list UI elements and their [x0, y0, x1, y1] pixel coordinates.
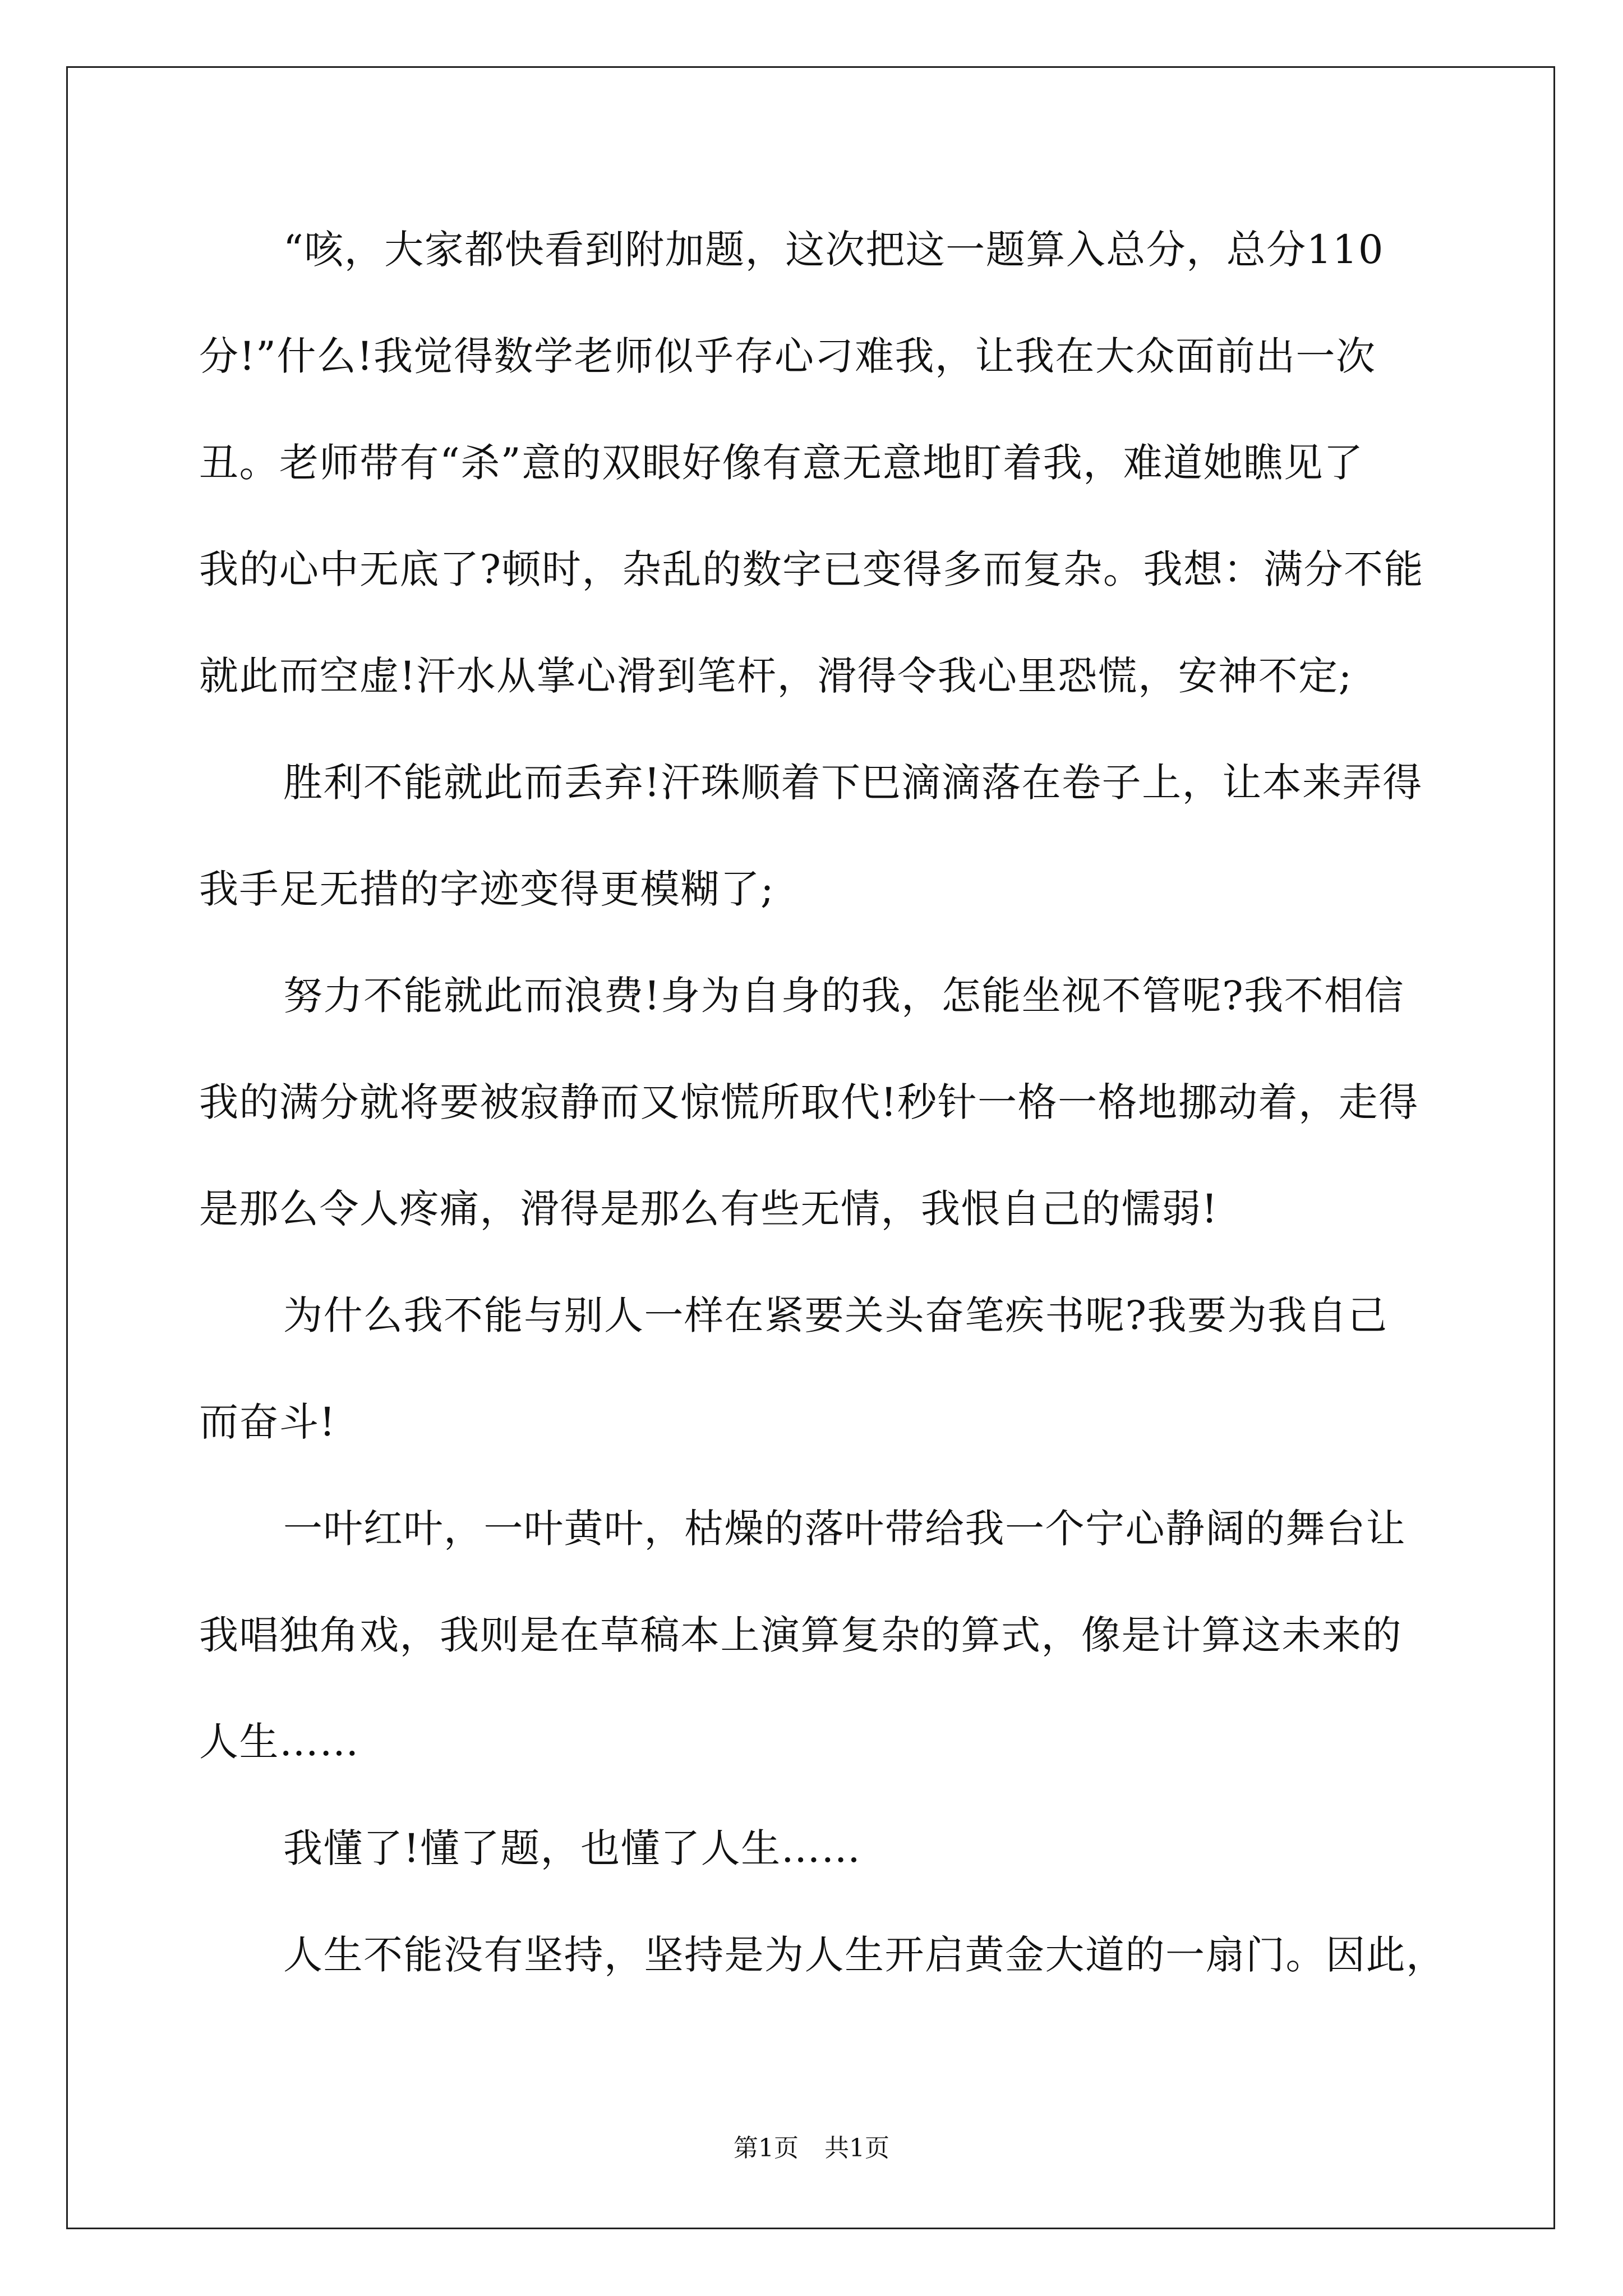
text-line: 为什么我不能与别人一样在紧要关头奋笔疾书呢?我要为我自己: [283, 1292, 1388, 1338]
text-line: 我懂了!懂了题，也懂了人生……: [283, 1825, 861, 1871]
page-total: 共1页: [824, 2134, 889, 2162]
text-line: 就此而空虚!汗水从掌心滑到笔杆，滑得令我心里恐慌，安神不定;: [199, 653, 1353, 699]
text-line: 人生不能没有坚持，坚持是为人生开启黄金大道的一扇门。因此，: [283, 1932, 1446, 1978]
text-line: 分!”什么!我觉得数学老师似乎存心刁难我，让我在大众面前出一次: [199, 333, 1376, 379]
text-line: 而奋斗!: [199, 1399, 336, 1445]
page-footer: [0, 2132, 1623, 2165]
text-line: 丑。老师带有“杀”意的双眼好像有意无意地盯着我，难道她瞧见了: [199, 440, 1364, 486]
document-body: [199, 216, 1446, 2028]
text-line: “咳，大家都快看到附加题，这次把这一题算入总分，总分110: [283, 227, 1384, 273]
text-line: 一叶红叶，一叶黄叶，枯燥的落叶带给我一个宁心静阔的舞台让: [283, 1506, 1406, 1552]
text-line: 我手足无措的字迹变得更模糊了;: [199, 866, 775, 912]
page-number: 第1页: [734, 2134, 799, 2162]
text-line: 我的满分就将要被寂静而又惊慌所取代!秒针一格一格地挪动着，走得: [199, 1079, 1419, 1125]
text-line: 人生……: [199, 1719, 359, 1765]
text-line: 我的心中无底了?顿时，杂乱的数字已变得多而复杂。我想：满分不能: [199, 546, 1424, 592]
text-line: 努力不能就此而浪费!身为自身的我，怎能坐视不管呢?我不相信: [283, 973, 1405, 1019]
text-line: 是那么令人疼痛，滑得是那么有些无情，我恨自己的懦弱!: [199, 1186, 1219, 1232]
text-line: 胜利不能就此而丢弃!汗珠顺着下巴滴滴落在卷子上，让本来弄得: [283, 760, 1423, 806]
text-line: 我唱独角戏，我则是在草稿本上演算复杂的算式，像是计算这未来的: [199, 1612, 1402, 1658]
